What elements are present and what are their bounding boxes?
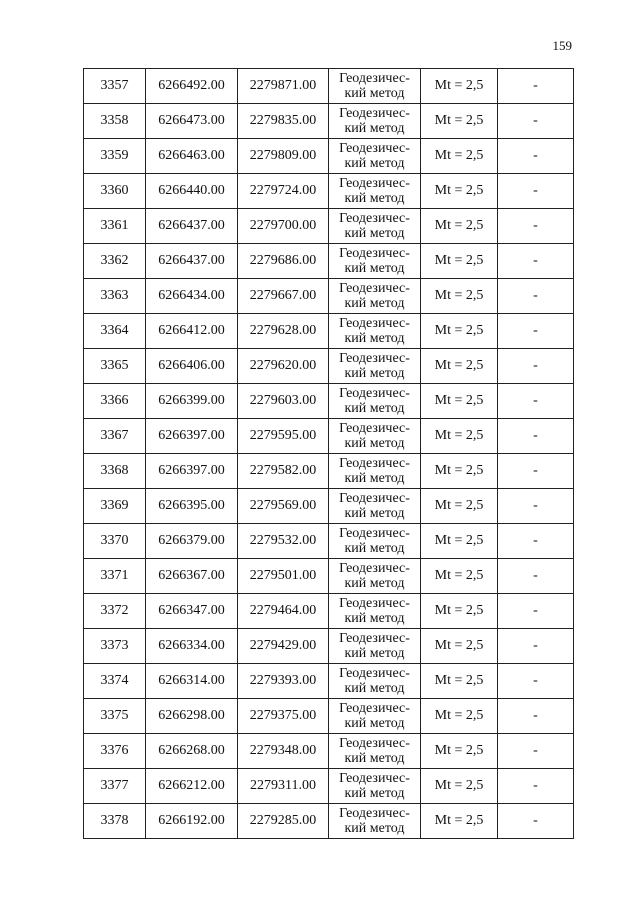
y-coordinate-cell: 2279429.00 [238, 629, 329, 664]
method-line-1: Геодезичес- [339, 666, 410, 681]
accuracy-cell: Mt = 2,5 [421, 489, 498, 524]
method-cell [329, 104, 421, 139]
accuracy-cell: Mt = 2,5 [421, 244, 498, 279]
point-number-cell: 3361 [84, 209, 146, 244]
method-line-2: кий метод [344, 261, 405, 276]
method-line-2: кий метод [344, 121, 405, 136]
table-row [84, 349, 574, 384]
note-cell: - [498, 139, 574, 174]
method-cell [329, 69, 421, 104]
method-cell [329, 804, 421, 839]
method-cell [329, 769, 421, 804]
method-line-1: Геодезичес- [339, 316, 410, 331]
method-line-1: Геодезичес- [339, 561, 410, 576]
x-coordinate-cell: 6266314.00 [146, 664, 238, 699]
method-cell [329, 454, 421, 489]
x-coordinate-cell: 6266440.00 [146, 174, 238, 209]
x-coordinate-cell: 6266347.00 [146, 594, 238, 629]
y-coordinate-cell: 2279620.00 [238, 349, 329, 384]
x-coordinate-cell: 6266434.00 [146, 279, 238, 314]
y-coordinate-cell: 2279375.00 [238, 699, 329, 734]
note-cell: - [498, 664, 574, 699]
method-cell [329, 734, 421, 769]
point-number-cell: 3360 [84, 174, 146, 209]
point-number-cell: 3373 [84, 629, 146, 664]
x-coordinate-cell: 6266437.00 [146, 209, 238, 244]
point-number-cell: 3357 [84, 69, 146, 104]
note-cell: - [498, 629, 574, 664]
point-number-cell: 3368 [84, 454, 146, 489]
table-row [84, 69, 574, 104]
note-cell: - [498, 489, 574, 524]
point-number-cell: 3367 [84, 419, 146, 454]
y-coordinate-cell: 2279348.00 [238, 734, 329, 769]
note-cell: - [498, 419, 574, 454]
method-line-2: кий метод [344, 191, 405, 206]
note-cell: - [498, 559, 574, 594]
note-cell: - [498, 174, 574, 209]
x-coordinate-cell: 6266268.00 [146, 734, 238, 769]
x-coordinate-cell: 6266192.00 [146, 804, 238, 839]
y-coordinate-cell: 2279393.00 [238, 664, 329, 699]
accuracy-cell: Mt = 2,5 [421, 349, 498, 384]
method-line-1: Геодезичес- [339, 246, 410, 261]
point-number-cell: 3378 [84, 804, 146, 839]
accuracy-cell: Mt = 2,5 [421, 139, 498, 174]
y-coordinate-cell: 2279464.00 [238, 594, 329, 629]
note-cell: - [498, 279, 574, 314]
y-coordinate-cell: 2279569.00 [238, 489, 329, 524]
note-cell: - [498, 769, 574, 804]
method-line-1: Геодезичес- [339, 491, 410, 506]
method-line-2: кий метод [344, 821, 405, 836]
method-line-1: Геодезичес- [339, 526, 410, 541]
method-cell [329, 664, 421, 699]
y-coordinate-cell: 2279582.00 [238, 454, 329, 489]
note-cell: - [498, 104, 574, 139]
note-cell: - [498, 734, 574, 769]
method-line-1: Геодезичес- [339, 71, 410, 86]
method-line-1: Геодезичес- [339, 806, 410, 821]
table-row [84, 104, 574, 139]
method-line-2: кий метод [344, 576, 405, 591]
table-row [84, 769, 574, 804]
table-row [84, 454, 574, 489]
point-number-cell: 3359 [84, 139, 146, 174]
table-row [84, 594, 574, 629]
method-line-1: Геодезичес- [339, 736, 410, 751]
method-line-2: кий метод [344, 646, 405, 661]
x-coordinate-cell: 6266492.00 [146, 69, 238, 104]
table-row [84, 139, 574, 174]
method-line-1: Геодезичес- [339, 771, 410, 786]
method-cell [329, 244, 421, 279]
method-line-2: кий метод [344, 226, 405, 241]
method-line-1: Геодезичес- [339, 141, 410, 156]
method-line-1: Геодезичес- [339, 421, 410, 436]
y-coordinate-cell: 2279532.00 [238, 524, 329, 559]
method-cell [329, 349, 421, 384]
accuracy-cell: Mt = 2,5 [421, 209, 498, 244]
accuracy-cell: Mt = 2,5 [421, 174, 498, 209]
method-line-1: Геодезичес- [339, 211, 410, 226]
table-row [84, 489, 574, 524]
accuracy-cell: Mt = 2,5 [421, 594, 498, 629]
x-coordinate-cell: 6266367.00 [146, 559, 238, 594]
y-coordinate-cell: 2279603.00 [238, 384, 329, 419]
method-cell [329, 559, 421, 594]
method-line-2: кий метод [344, 436, 405, 451]
method-line-2: кий метод [344, 716, 405, 731]
method-line-2: кий метод [344, 156, 405, 171]
note-cell: - [498, 384, 574, 419]
x-coordinate-cell: 6266473.00 [146, 104, 238, 139]
table-row [84, 664, 574, 699]
y-coordinate-cell: 2279809.00 [238, 139, 329, 174]
accuracy-cell: Mt = 2,5 [421, 384, 498, 419]
point-number-cell: 3364 [84, 314, 146, 349]
method-line-1: Геодезичес- [339, 176, 410, 191]
x-coordinate-cell: 6266379.00 [146, 524, 238, 559]
method-line-2: кий метод [344, 506, 405, 521]
coordinates-table-body [84, 69, 574, 839]
point-number-cell: 3362 [84, 244, 146, 279]
point-number-cell: 3370 [84, 524, 146, 559]
x-coordinate-cell: 6266395.00 [146, 489, 238, 524]
table-row [84, 314, 574, 349]
point-number-cell: 3377 [84, 769, 146, 804]
method-cell [329, 489, 421, 524]
x-coordinate-cell: 6266397.00 [146, 454, 238, 489]
method-line-1: Геодезичес- [339, 701, 410, 716]
note-cell: - [498, 209, 574, 244]
x-coordinate-cell: 6266334.00 [146, 629, 238, 664]
method-cell [329, 209, 421, 244]
table-row [84, 734, 574, 769]
method-line-1: Геодезичес- [339, 456, 410, 471]
note-cell: - [498, 699, 574, 734]
y-coordinate-cell: 2279285.00 [238, 804, 329, 839]
x-coordinate-cell: 6266437.00 [146, 244, 238, 279]
method-line-2: кий метод [344, 86, 405, 101]
table-row [84, 209, 574, 244]
method-cell [329, 594, 421, 629]
method-line-1: Геодезичес- [339, 281, 410, 296]
note-cell: - [498, 69, 574, 104]
note-cell: - [498, 454, 574, 489]
accuracy-cell: Mt = 2,5 [421, 734, 498, 769]
method-line-2: кий метод [344, 296, 405, 311]
page-number: 159 [552, 38, 572, 53]
method-line-2: кий метод [344, 786, 405, 801]
method-cell [329, 174, 421, 209]
note-cell: - [498, 314, 574, 349]
accuracy-cell: Mt = 2,5 [421, 524, 498, 559]
table-row [84, 559, 574, 594]
table-row [84, 629, 574, 664]
point-number-cell: 3366 [84, 384, 146, 419]
method-cell [329, 384, 421, 419]
accuracy-cell: Mt = 2,5 [421, 454, 498, 489]
point-number-cell: 3372 [84, 594, 146, 629]
table-row [84, 174, 574, 209]
coordinates-table [83, 68, 574, 839]
x-coordinate-cell: 6266412.00 [146, 314, 238, 349]
y-coordinate-cell: 2279667.00 [238, 279, 329, 314]
table-row [84, 419, 574, 454]
method-cell [329, 419, 421, 454]
method-line-2: кий метод [344, 401, 405, 416]
accuracy-cell: Mt = 2,5 [421, 314, 498, 349]
x-coordinate-cell: 6266463.00 [146, 139, 238, 174]
method-line-1: Геодезичес- [339, 106, 410, 121]
method-line-2: кий метод [344, 611, 405, 626]
point-number-cell: 3363 [84, 279, 146, 314]
method-line-2: кий метод [344, 331, 405, 346]
accuracy-cell: Mt = 2,5 [421, 664, 498, 699]
table-row [84, 524, 574, 559]
point-number-cell: 3371 [84, 559, 146, 594]
x-coordinate-cell: 6266399.00 [146, 384, 238, 419]
method-line-2: кий метод [344, 541, 405, 556]
y-coordinate-cell: 2279835.00 [238, 104, 329, 139]
y-coordinate-cell: 2279595.00 [238, 419, 329, 454]
method-line-2: кий метод [344, 681, 405, 696]
method-cell [329, 629, 421, 664]
method-cell [329, 699, 421, 734]
y-coordinate-cell: 2279686.00 [238, 244, 329, 279]
method-line-1: Геодезичес- [339, 386, 410, 401]
accuracy-cell: Mt = 2,5 [421, 279, 498, 314]
accuracy-cell: Mt = 2,5 [421, 104, 498, 139]
x-coordinate-cell: 6266406.00 [146, 349, 238, 384]
y-coordinate-cell: 2279311.00 [238, 769, 329, 804]
accuracy-cell: Mt = 2,5 [421, 559, 498, 594]
accuracy-cell: Mt = 2,5 [421, 419, 498, 454]
note-cell: - [498, 804, 574, 839]
method-cell [329, 314, 421, 349]
accuracy-cell: Mt = 2,5 [421, 699, 498, 734]
table-row [84, 244, 574, 279]
point-number-cell: 3374 [84, 664, 146, 699]
point-number-cell: 3375 [84, 699, 146, 734]
accuracy-cell: Mt = 2,5 [421, 769, 498, 804]
accuracy-cell: Mt = 2,5 [421, 69, 498, 104]
x-coordinate-cell: 6266298.00 [146, 699, 238, 734]
note-cell: - [498, 244, 574, 279]
method-cell [329, 139, 421, 174]
method-line-2: кий метод [344, 751, 405, 766]
method-line-1: Геодезичес- [339, 631, 410, 646]
method-cell [329, 279, 421, 314]
note-cell: - [498, 349, 574, 384]
x-coordinate-cell: 6266212.00 [146, 769, 238, 804]
point-number-cell: 3365 [84, 349, 146, 384]
method-line-1: Геодезичес- [339, 351, 410, 366]
accuracy-cell: Mt = 2,5 [421, 804, 498, 839]
point-number-cell: 3369 [84, 489, 146, 524]
table-row [84, 804, 574, 839]
method-line-2: кий метод [344, 366, 405, 381]
table-row [84, 699, 574, 734]
point-number-cell: 3358 [84, 104, 146, 139]
method-cell [329, 524, 421, 559]
accuracy-cell: Mt = 2,5 [421, 629, 498, 664]
y-coordinate-cell: 2279700.00 [238, 209, 329, 244]
table-row [84, 384, 574, 419]
point-number-cell: 3376 [84, 734, 146, 769]
x-coordinate-cell: 6266397.00 [146, 419, 238, 454]
y-coordinate-cell: 2279501.00 [238, 559, 329, 594]
note-cell: - [498, 594, 574, 629]
y-coordinate-cell: 2279871.00 [238, 69, 329, 104]
y-coordinate-cell: 2279724.00 [238, 174, 329, 209]
method-line-1: Геодезичес- [339, 596, 410, 611]
table-row [84, 279, 574, 314]
y-coordinate-cell: 2279628.00 [238, 314, 329, 349]
method-line-2: кий метод [344, 471, 405, 486]
note-cell: - [498, 524, 574, 559]
